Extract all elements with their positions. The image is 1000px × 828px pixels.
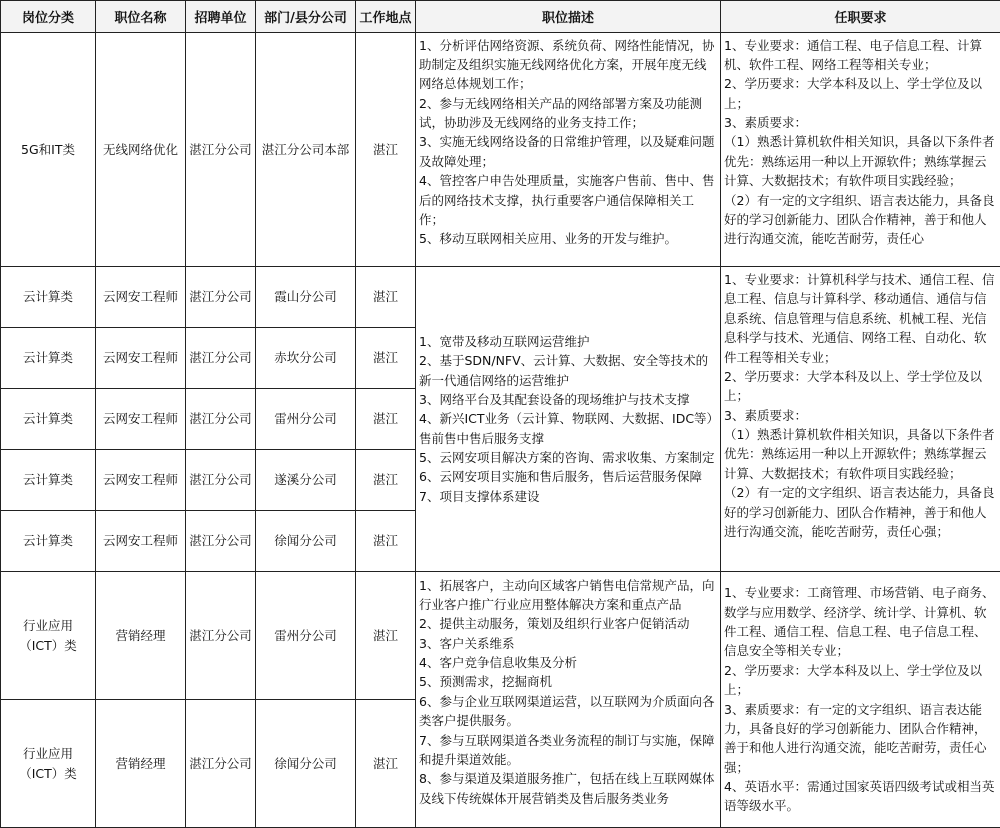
cell-requirements [721, 572, 1000, 828]
cell-title: 云网安工程师 [96, 389, 186, 450]
description-line: 5、预测需求，挖掘商机 [419, 672, 717, 691]
cell-title: 营销经理 [96, 572, 186, 700]
requirement-line: 1、专业要求：计算机科学与技术、通信工程、信息工程、信息与计算科学、移动通信、通信与信息系统、信息管理与信息系统、机械工程、光信息科学与技术、光通信、网络工程、自动化、软件工程等相关专业； [724, 270, 997, 367]
description-line: 4、管控客户申告处理质量，实施客户售前、售中、售后的网络技术支撑，执行重要客户通信保障相关工作； [419, 171, 717, 229]
requirement-line: （1）熟悉计算机软件相关知识，具备以下条件者优先：熟练运用一种以上开源软件；熟练掌握云计算、大数据技术；有软件项目实践经验； [724, 132, 997, 190]
requirement-line: 1、专业要求：工商管理、市场营销、电子商务、数学与应用数学、经济学、统计学、计算机、软件工程、通信工程、信息工程、电子信息工程、信息安全等相关专业； [724, 583, 997, 661]
description-line: 2、提供主动服务，策划及组织行业客户促销活动 [419, 614, 717, 633]
table-row [1, 572, 1000, 700]
cell-unit: 湛江分公司 [186, 700, 256, 828]
header-requirements: 任职要求 [721, 1, 1000, 33]
requirement-line: （2）有一定的文字组织、语言表达能力，具备良好的学习创新能力、团队合作精神，善于和他人进行沟通交流，能吃苦耐劳，责任心强； [724, 483, 997, 541]
description-line: 7、参与互联网渠道各类业务流程的制订与实施，保障和提升渠道效能。 [419, 731, 717, 770]
cell-dept: 霞山分公司 [256, 267, 356, 328]
cell-title: 云网安工程师 [96, 267, 186, 328]
cell-category: 云计算类 [1, 328, 96, 389]
description-line: 5、移动互联网相关应用、业务的开发与维护。 [419, 229, 717, 248]
description-line: 4、新兴ICT业务（云计算、物联网、大数据、IDC等）售前售中售后服务支撑 [419, 409, 717, 448]
header-dept: 部门/县分公司 [256, 1, 356, 33]
cell-title: 无线网络优化 [96, 33, 186, 267]
cell-dept: 雷州分公司 [256, 572, 356, 700]
requirement-line: 3、素质要求： [724, 113, 997, 132]
requirement-line: 1、专业要求：通信工程、电子信息工程、计算机、软件工程、网络工程等相关专业； [724, 36, 997, 75]
cell-location: 湛江 [356, 450, 416, 511]
description-line: 3、实施无线网络设备的日常维护管理，以及疑难问题及故障处理； [419, 132, 717, 171]
requirement-line: （2）有一定的文字组织、语言表达能力，具备良好的学习创新能力、团队合作精神，善于和他人进行沟通交流，能吃苦耐劳，责任心 [724, 191, 997, 249]
header-row [1, 1, 1000, 33]
requirement-line: （1）熟悉计算机软件相关知识，具备以下条件者优先：熟练运用一种以上开源软件；熟练掌握云计算、大数据技术；有软件项目实践经验； [724, 425, 997, 483]
cell-requirements [721, 33, 1000, 267]
cell-title: 云网安工程师 [96, 511, 186, 572]
cell-category: 云计算类 [1, 450, 96, 511]
cell-unit: 湛江分公司 [186, 328, 256, 389]
description-line: 3、网络平台及其配套设备的现场维护与技术支撑 [419, 390, 717, 409]
cell-dept: 徐闻分公司 [256, 511, 356, 572]
cell-location: 湛江 [356, 700, 416, 828]
description-line: 8、参与渠道及渠道服务推广，包括在线上互联网媒体及线下传统媒体开展营销类及售后服务类业务 [419, 769, 717, 808]
header-unit: 招聘单位 [186, 1, 256, 33]
description-line: 2、基于SDN/NFV、云计算、大数据、安全等技术的新一代通信网络的运营维护 [419, 351, 717, 390]
description-line: 5、云网安项目解决方案的咨询、需求收集、方案制定 [419, 448, 717, 467]
cell-location: 湛江 [356, 572, 416, 700]
requirement-line: 2、学历要求：大学本科及以上、学士学位及以上； [724, 367, 997, 406]
description-line: 1、拓展客户，主动向区域客户销售电信常规产品，向行业客户推广行业应用整体解决方案和重点产品 [419, 576, 717, 615]
cell-requirements [721, 267, 1000, 572]
cell-dept: 雷州分公司 [256, 389, 356, 450]
cell-title: 云网安工程师 [96, 328, 186, 389]
cell-unit: 湛江分公司 [186, 267, 256, 328]
cell-location: 湛江 [356, 267, 416, 328]
cell-category: 行业应用（ICT）类 [1, 572, 96, 700]
cell-dept: 遂溪分公司 [256, 450, 356, 511]
cell-unit: 湛江分公司 [186, 33, 256, 267]
cell-category: 云计算类 [1, 267, 96, 328]
cell-description [416, 572, 721, 828]
requirement-line: 3、素质要求： [724, 406, 997, 425]
cell-category: 云计算类 [1, 511, 96, 572]
cell-dept: 湛江分公司本部 [256, 33, 356, 267]
cell-category: 行业应用（ICT）类 [1, 700, 96, 828]
cell-dept: 赤坎分公司 [256, 328, 356, 389]
cell-description [416, 267, 721, 572]
description-line: 3、客户关系维系 [419, 634, 717, 653]
requirement-line: 2、学历要求：大学本科及以上、学士学位及以上； [724, 74, 997, 113]
description-line: 7、项目支撑体系建设 [419, 487, 717, 506]
cell-title: 云网安工程师 [96, 450, 186, 511]
cell-location: 湛江 [356, 33, 416, 267]
header-location: 工作地点 [356, 1, 416, 33]
cell-unit: 湛江分公司 [186, 511, 256, 572]
requirement-line: 4、英语水平：需通过国家英语四级考试或相当英语等级水平。 [724, 777, 997, 816]
cell-location: 湛江 [356, 511, 416, 572]
cell-location: 湛江 [356, 389, 416, 450]
cell-description [416, 33, 721, 267]
cell-unit: 湛江分公司 [186, 450, 256, 511]
cell-title: 营销经理 [96, 700, 186, 828]
header-title: 职位名称 [96, 1, 186, 33]
description-line: 1、宽带及移动互联网运营维护 [419, 332, 717, 351]
cell-location: 湛江 [356, 328, 416, 389]
header-category: 岗位分类 [1, 1, 96, 33]
cell-dept: 徐闻分公司 [256, 700, 356, 828]
requirement-line: 3、素质要求：有一定的文字组织、语言表达能力，具备良好的学习创新能力、团队合作精神，善于和他人进行沟通交流，能吃苦耐劳，责任心强； [724, 700, 997, 778]
cell-unit: 湛江分公司 [186, 389, 256, 450]
cell-category: 云计算类 [1, 389, 96, 450]
table-row [1, 33, 1000, 267]
requirement-line: 2、学历要求：大学本科及以上、学士学位及以上； [724, 661, 997, 700]
description-line: 1、分析评估网络资源、系统负荷、网络性能情况，协助制定及组织实施无线网络优化方案，开展年度无线网络总体规划工作； [419, 36, 717, 94]
table-row [1, 267, 1000, 328]
cell-unit: 湛江分公司 [186, 572, 256, 700]
description-line: 4、客户竞争信息收集及分析 [419, 653, 717, 672]
description-line: 6、云网安项目实施和售后服务，售后运营服务保障 [419, 467, 717, 486]
description-line: 6、参与企业互联网渠道运营，以互联网为介质面向各类客户提供服务。 [419, 692, 717, 731]
header-description: 职位描述 [416, 1, 721, 33]
description-line: 2、参与无线网络相关产品的网络部署方案及功能测试，协助涉及无线网络的业务支持工作； [419, 94, 717, 133]
cell-category: 5G和IT类 [1, 33, 96, 267]
